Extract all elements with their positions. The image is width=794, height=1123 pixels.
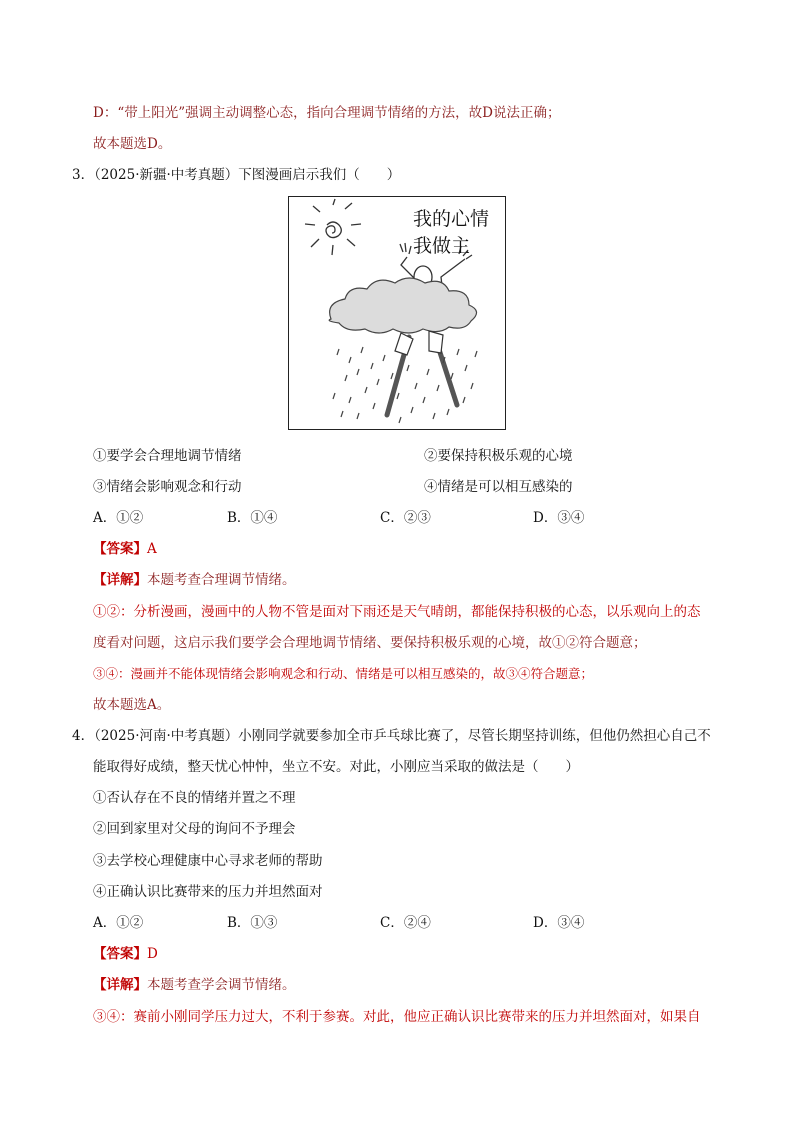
- detail-text: 本题考查合理调节情绪。: [147, 572, 296, 588]
- q3-statement-4: ④情绪是可以相互感染的: [424, 479, 573, 495]
- detail-tag: 【详解】: [93, 572, 147, 588]
- detail-text: 本题考查学会调节情绪。: [147, 977, 296, 993]
- q3-analysis-3: ③④：漫画并不能体现情绪会影响观念和行动、情绪是可以相互感染的，故③④符合题意；: [93, 666, 594, 681]
- q3-statement-2: ②要保持积极乐观的心境: [424, 448, 573, 464]
- q4-analysis-1: ③④：赛前小刚同学压力过大，不利于参赛。对此，他应正确认识比赛带来的压力并坦然面对，如果自: [93, 1009, 701, 1025]
- cartoon-image: [288, 196, 506, 430]
- q4-answer: [93, 945, 158, 963]
- q3-statement-1: ①要学会合理地调节情绪: [93, 448, 242, 464]
- q3-choice-a: A．①②: [93, 510, 144, 526]
- cloud-icon: [329, 278, 476, 333]
- q3-analysis-2: 度看对问题，这启示我们要学会合理地调节情绪、要保持积极乐观的心境，故①②符合题意；: [93, 635, 647, 651]
- q4-statement-3: ③去学校心理健康中心寻求老师的帮助: [93, 853, 323, 869]
- q4-detail: [93, 976, 296, 994]
- cartoon-caption-1: 我的心情: [413, 208, 490, 230]
- q4-choice-d: D．③④: [533, 915, 585, 931]
- q4-statement-4: ④正确认识比赛带来的压力并坦然面对: [93, 884, 323, 900]
- q4-stem-2: 能取得好成绩，整天忧心忡忡，坐立不安。对此，小刚应当采取的做法是（ ）: [93, 759, 579, 775]
- q3-choice-c: C．②③: [380, 510, 431, 526]
- legs-icon: [395, 331, 443, 355]
- q3-answer: [93, 540, 157, 558]
- answer-value: A: [147, 541, 157, 557]
- prev-item-d: D：“带上阳光”强调主动调整心态，指向合理调节情绪的方法，故D说法正确；: [93, 105, 561, 121]
- answer-tag: 【答案】: [93, 946, 147, 962]
- q4-stem-1: 4．（2025·河南·中考真题）小刚同学就要参加全市乒乓球比赛了，尽管长期坚持训练，但他仍然担心自己不: [72, 728, 711, 744]
- q3-conclusion: 故本题选A。: [93, 697, 171, 713]
- q3-detail: [93, 571, 296, 589]
- answer-tag: 【答案】: [93, 541, 147, 557]
- cartoon-drawing: [289, 197, 505, 429]
- answer-value: D: [147, 946, 158, 962]
- q3-choice-b: B．①④: [227, 510, 278, 526]
- q4-statement-1: ①否认存在不良的情绪并置之不理: [93, 790, 296, 806]
- detail-tag: 【详解】: [93, 977, 147, 993]
- q4-choice-a: A．①②: [93, 915, 144, 931]
- q3-stem: 3．（2025·新疆·中考真题）下图漫画启示我们（ ）: [72, 167, 401, 183]
- q4-choice-c: C．②④: [380, 915, 431, 931]
- sun-icon: [305, 199, 361, 255]
- q4-statement-2: ②回到家里对父母的询问不予理会: [93, 821, 296, 837]
- cartoon-caption-2: 我做主: [413, 235, 471, 257]
- prev-conclusion: 故本题选D。: [93, 136, 172, 152]
- q3-choice-d: D．③④: [533, 510, 585, 526]
- q3-analysis-1: ①②：分析漫画，漫画中的人物不管是面对下雨还是天气晴朗，都能保持积极的心态，以乐观向上的态: [93, 604, 701, 620]
- q4-choice-b: B．①③: [227, 915, 278, 931]
- q3-statement-3: ③情绪会影响观念和行动: [93, 479, 242, 495]
